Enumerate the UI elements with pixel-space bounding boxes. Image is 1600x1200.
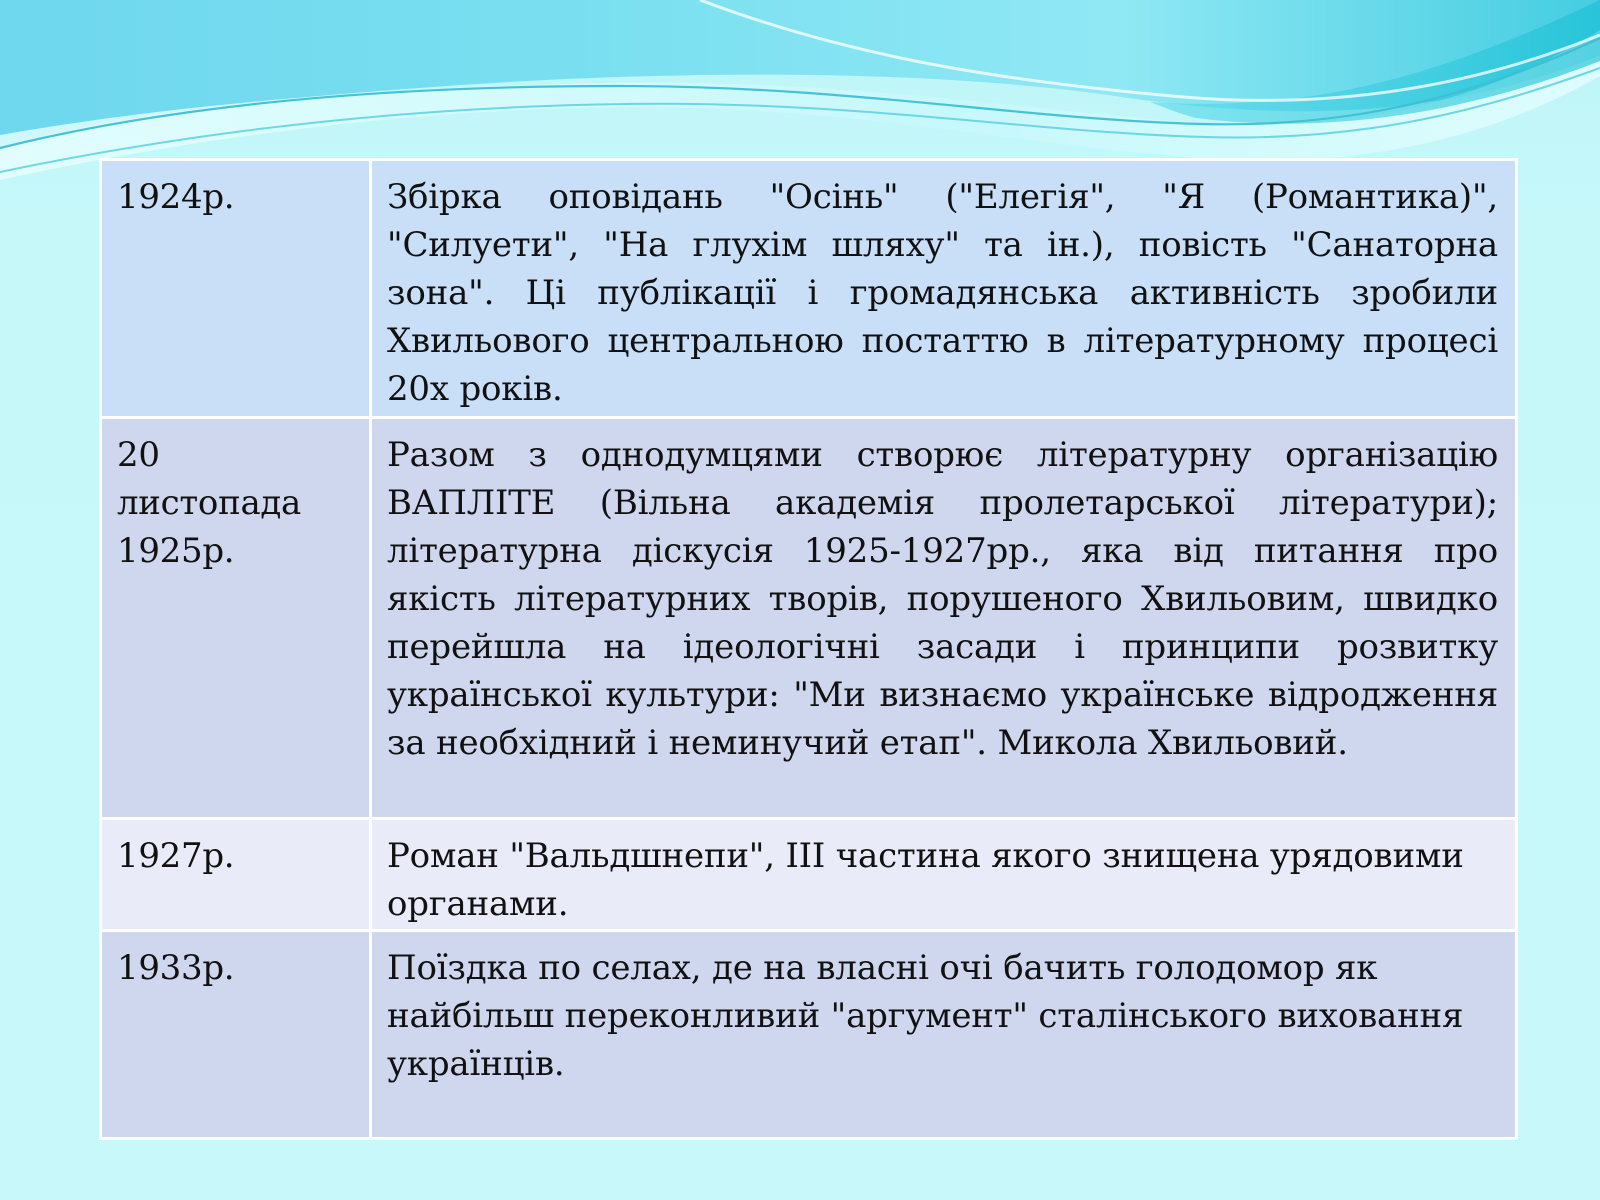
timeline-description-cell: Поїздка по селах, де на власні очі бачить голодомор як найбільш переконливий "аргумент" сталінського виховання українців.: [371, 931, 1517, 1139]
timeline-table: [99, 158, 1518, 1140]
timeline-description-cell: Роман "Вальдшнепи", ІІІ частина якого знищена урядовими органами.: [371, 819, 1517, 931]
timeline-date-cell: 1933р.: [101, 931, 371, 1139]
timeline-date-cell: 20 листопада 1925р.: [101, 418, 371, 819]
timeline-row-1925: [101, 418, 1517, 819]
timeline-row-1924: [101, 160, 1517, 418]
timeline-description-cell: Разом з однодумцями створює літературну організацію ВАПЛІТЕ (Вільна академія пролетарської літератури); літературна діскусія 1925-1927рр., яка від питання про якість літературних творів, порушеного Хвильовим, швидко перейшла на ідеологічні засади і принципи розвитку української культури: "Ми визнаємо українське відродження за необхідний і неминучий етап". Микола Хвильовий.: [371, 418, 1517, 819]
timeline-row-1927: [101, 819, 1517, 931]
timeline-row-1933: [101, 931, 1517, 1139]
timeline-description-cell: Збірка оповідань "Осінь" ("Елегія", "Я (Романтика)", "Силуети", "На глухім шляху" та ін.), повість "Санаторна зона". Ці публікації і громадянська активність зробили Хвильового центральною постаттю в літературному процесі 20х років.: [371, 160, 1517, 418]
timeline-date-cell: 1924р.: [101, 160, 371, 418]
timeline-date-cell: 1927р.: [101, 819, 371, 931]
